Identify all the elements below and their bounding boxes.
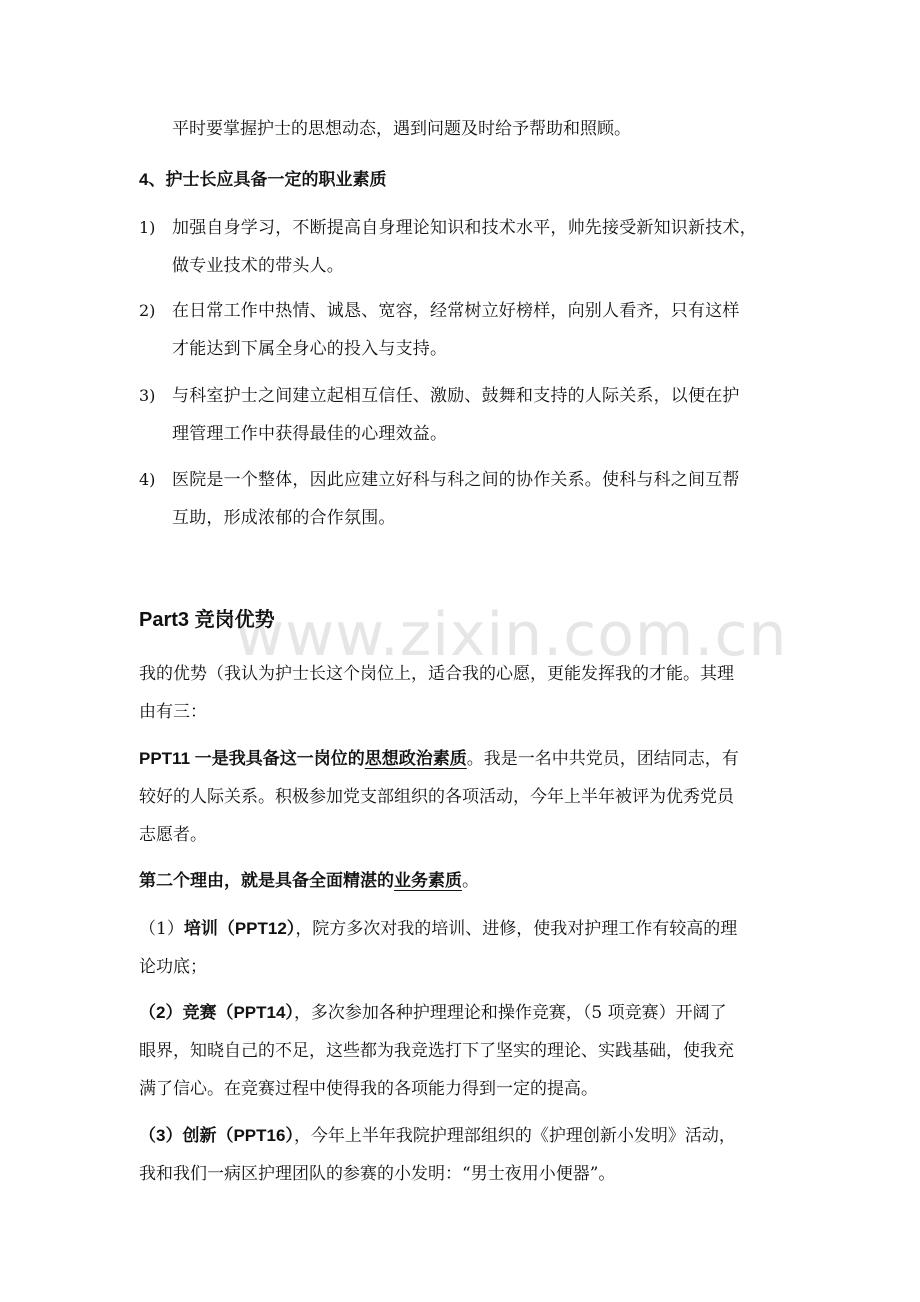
point3-text: ，今年上半年我院护理部组织的《护理创新小发明》活动， <box>293 1126 736 1146</box>
point2-line: 眼界，知晓自己的不足，这些都为我竞选打下了坚实的理论、实践基础，使我充 <box>139 1041 734 1061</box>
list-item-text-line: 理管理工作中获得最佳的心理效益。 <box>172 424 448 444</box>
list-item-number: 2) <box>139 301 156 320</box>
part3-heading: Part3 竞岗优势 <box>139 609 275 631</box>
list-item-text-line: 医院是一个整体，因此应建立好科与科之间的协作关系。使科与科之间互帮 <box>172 470 740 490</box>
reason2-lead: 第二个理由，就是具备全面精湛的 <box>139 871 394 890</box>
point1-bold: 培训（PPT12） <box>183 919 296 938</box>
reason2-tail: 。 <box>462 871 479 891</box>
point1-line: 论功底； <box>139 957 207 977</box>
point1-line <box>139 910 784 948</box>
list-item-text-line: 做专业技术的带头人。 <box>172 256 344 276</box>
point2-bold: （2）竞赛（PPT14） <box>139 1003 294 1022</box>
reason2-underlined: 业务素质 <box>394 871 462 890</box>
ppt11-paragraph-line: 较好的人际关系。积极参加党支部组织的各项活动，今年上半年被评为优秀党员 <box>139 787 734 807</box>
point1-number: （1） <box>139 919 184 939</box>
list-item-text-line: 互助，形成浓郁的合作氛围。 <box>172 508 396 528</box>
point3-bold: （3）创新（PPT16） <box>139 1126 294 1145</box>
ppt11-paragraph-line <box>139 740 784 778</box>
part3-intro-line: 由有三： <box>139 702 207 722</box>
list-item-text-line: 加强自身学习，不断提高自身理论知识和技术水平，帅先接受新知识新技术， <box>172 218 757 238</box>
ppt11-paragraph-line: 志愿者。 <box>139 825 207 845</box>
list-item-number: 3) <box>139 386 156 405</box>
point1-text: ，院方多次对我的培训、进修，使我对护理工作有较高的理 <box>295 919 738 939</box>
ppt11-lead: PPT11 一是我具备这一岗位的 <box>139 749 365 768</box>
part3-intro-line: 我的优势（我认为护士长这个岗位上，适合我的心愿，更能发挥我的才能。其理 <box>139 664 734 684</box>
ppt11-tail: 。我是一名中共党员，团结同志，有 <box>466 749 739 769</box>
section4-heading: 4、护士长应具备一定的职业素质 <box>139 170 387 189</box>
list-item-text-line: 才能达到下属全身心的投入与支持。 <box>172 339 448 359</box>
point2-line <box>139 994 784 1032</box>
list-item-number: 4) <box>139 470 156 489</box>
intro-line: 平时要掌握护士的思想动态，遇到问题及时给予帮助和照顾。 <box>172 119 631 139</box>
watermark: www.zixin.com.cn <box>235 600 788 670</box>
ppt11-underlined: 思想政治素质 <box>364 749 467 768</box>
point3-line: 我和我们一病区护理团队的参赛的小发明：“男士夜用小便器”。 <box>139 1164 616 1184</box>
point2-line: 满了信心。在竞赛过程中使得我的各项能力得到一定的提高。 <box>139 1079 598 1099</box>
reason2-line <box>139 862 784 900</box>
point3-line <box>139 1117 784 1155</box>
list-item-text-line: 在日常工作中热情、诚恳、宽容，经常树立好榜样，向别人看齐，只有这样 <box>172 301 740 321</box>
list-item-number: 1) <box>139 218 156 237</box>
point2-text: ，多次参加各种护理理论和操作竞赛，（5 项竞赛）开阔了 <box>293 1003 727 1023</box>
list-item-text-line: 与科室护士之间建立起相互信任、激励、鼓舞和支持的人际关系，以便在护 <box>172 386 740 406</box>
